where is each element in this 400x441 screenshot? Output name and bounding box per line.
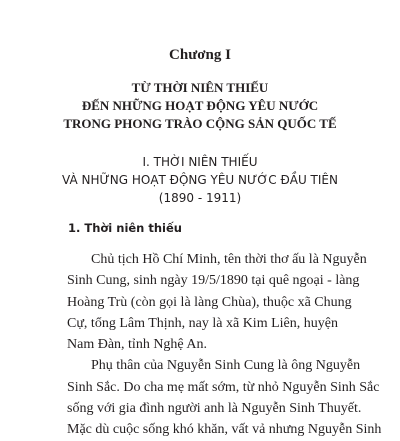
paragraph-line: Cự, tổng Lâm Thịnh, nay là xã Kim Liên, huyện (67, 315, 338, 331)
paragraph-line: sống với gia đình người anh là Nguyễn Sinh Thuyết. (67, 401, 362, 417)
paragraph-line: Phụ thân của Nguyễn Sinh Cung là ông Nguyễn (91, 358, 361, 374)
section-heading (0, 153, 400, 207)
chapter-title-line: TỪ THỜI NIÊN THIẾU (131, 80, 269, 95)
section-heading-line: VÀ NHỮNG HOẠT ĐỘNG YÊU NƯỚC ĐẦU TIÊN (62, 173, 338, 187)
subsection-heading: 1. Thời niên thiếu (68, 221, 182, 235)
paragraph-line: Hoàng Trù (còn gọi là làng Chùa), thuộc xã Chung (67, 294, 352, 310)
paragraph-line: Chủ tịch Hồ Chí Minh, tên thời thơ ấu là Nguyễn (91, 252, 367, 267)
paragraph-line: Sinh Cung, sinh ngày 19/5/1890 tại quê ngoại - làng (67, 273, 360, 289)
section-heading-line: I. THỜI NIÊN THIẾU (142, 155, 258, 169)
section-heading-line: (1890 - 1911) (158, 191, 242, 205)
chapter-title-line: ĐẾN NHỮNG HOẠT ĐỘNG YÊU NƯỚC (81, 98, 319, 113)
paragraph-line: Sinh Sắc. Do cha mẹ mất sớm, từ nhỏ Nguyễn Sinh Sắc (67, 379, 380, 395)
paragraph-line: Nam Đàn, tỉnh Nghệ An. (67, 337, 207, 353)
body-text (67, 249, 381, 441)
chapter-title-line: TRONG PHONG TRÀO CỘNG SẢN QUỐC TẾ (63, 116, 337, 131)
paragraph-line: Mặc dù cuộc sống khó khăn, vất vả nhưng Nguyễn Sinh (67, 422, 382, 438)
chapter-title (0, 79, 400, 133)
chapter-label: Chương I (169, 47, 231, 63)
